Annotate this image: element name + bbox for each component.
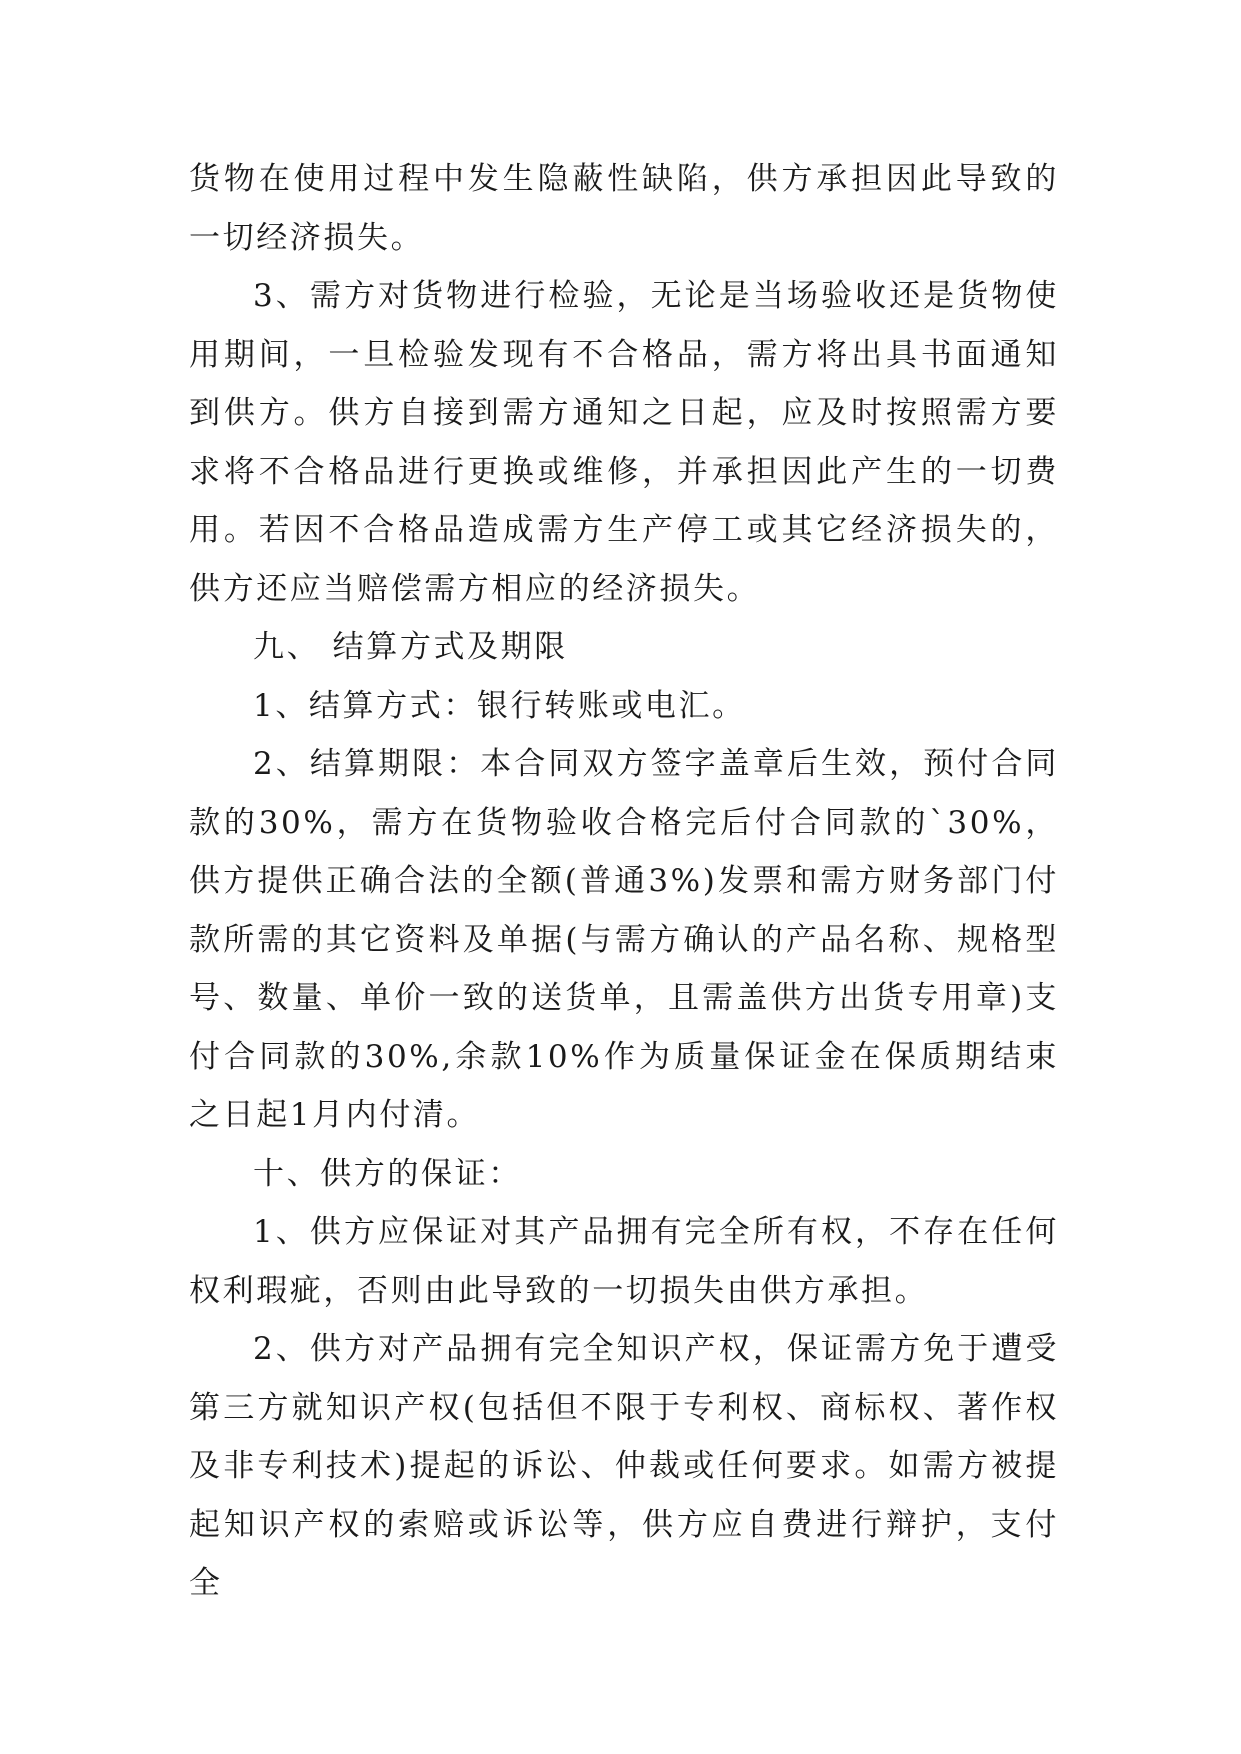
- paragraph-settlement-period: 2、结算期限：本合同双方签字盖章后生效，预付合同款的30%，需方在货物验收合格完后付合同款的`30%，供方提供正确合法的全额(普通3%)发票和需方财务部门付款所需的其它资料及单据(与需方确认的产品名称、规格型号、数量、单价一致的送货单，且需盖供方出货专用章)支付合同款的30%,余款10%作为质量保证金在保质期结束之日起1月内付清。: [189, 746, 1059, 1133]
- contract-body: [189, 150, 1059, 1613]
- section-heading-supplier-guarantee: 十、供方的保证：: [253, 1155, 522, 1192]
- paragraph-inspection-clause-3: 3、需方对货物进行检验，无论是当场验收还是货物使用期间，一旦检验发现有不合格品，需方将出具书面通知到供方。供方自接到需方通知之日起，应及时按照需方要求将不合格品进行更换或维修，并承担因此产生的一切费用。若因不合格品造成需方生产停工或其它经济损失的，供方还应当赔偿需方相应的经济损失。: [189, 278, 1059, 607]
- paragraph-continued-defects: 货物在使用过程中发生隐蔽性缺陷，供方承担因此导致的一切经济损失。: [189, 161, 1059, 256]
- section-heading-settlement: 九、 结算方式及期限: [253, 629, 568, 665]
- paragraph-settlement-method: 1、结算方式：银行转账或电汇。: [253, 687, 746, 724]
- paragraph-ip-guarantee: 2、供方对产品拥有完全知识产权，保证需方免于遭受第三方就知识产权(包括但不限于专利权、商标权、著作权及非专利技术)提起的诉讼、仲裁或任何要求。如需方被提起知识产权的索赔或诉讼等，供方应自费进行辩护，支付全: [189, 1331, 1059, 1601]
- paragraph-ownership-guarantee: 1、供方应保证对其产品拥有完全所有权，不存在任何权利瑕疵，否则由此导致的一切损失由供方承担。: [189, 1214, 1059, 1309]
